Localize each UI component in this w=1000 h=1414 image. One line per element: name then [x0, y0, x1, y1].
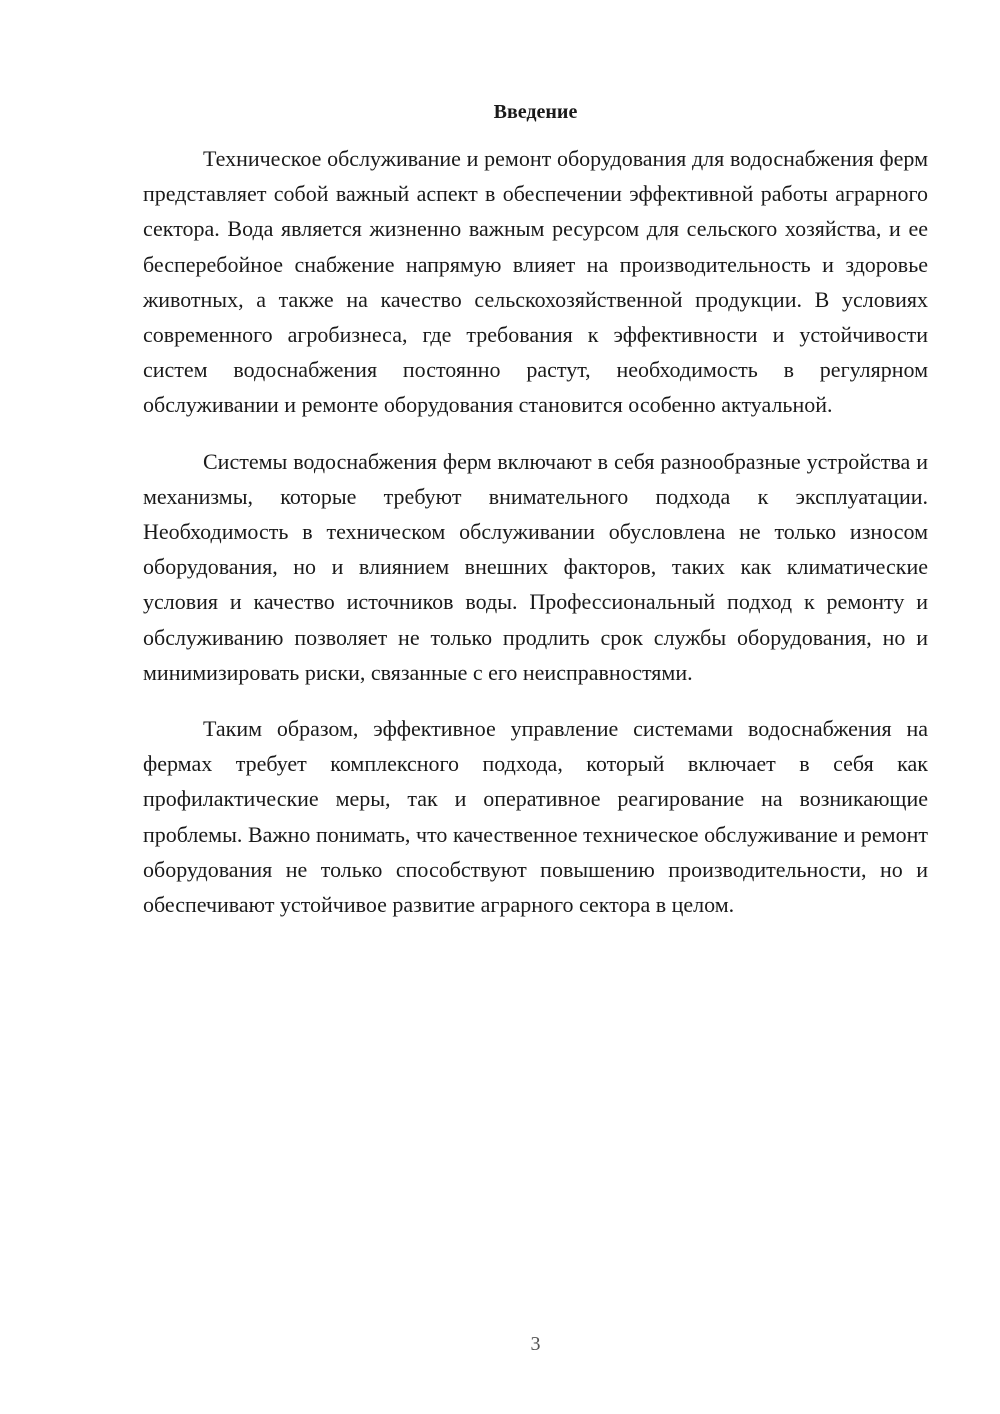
paragraph-1: Техническое обслуживание и ремонт оборудования для водоснабжения ферм представляет собой важный аспект в обеспечении эффективной работы аграрного сектора. Вода является жизненно важным ресурсом для сельского хозяйства, и ее бесперебойное снабжение напрямую влияет на производительность и здоровье животных, а также на качество сельскохозяйственной продукции. В условиях современного агробизнеса, где требования к эффективности и устойчивости систем водоснабжения постоянно растут, необходимость в регулярном обслуживании и ремонте оборудования становится особенно актуальной. [143, 146, 928, 418]
page-number: 3 [530, 1333, 541, 1355]
page-title: Введение [493, 101, 578, 123]
paragraph-2: Системы водоснабжения ферм включают в себя разнообразные устройства и механизмы, которые требуют внимательного подхода к эксплуатации. Необходимость в техническом обслуживании обусловлена не только износом оборудования, но и влиянием внешних факторов, таких как климатические условия и качество источников воды. Профессиональный подход к ремонту и обслуживанию позволяет не только продлить срок службы оборудования, но и минимизировать риски, связанные с его неисправностями. [143, 448, 928, 685]
paragraph-3: Таким образом, эффективное управление системами водоснабжения на фермах требует комплексного подхода, который включает в себя как профилактические меры, так и оперативное реагирование на возникающие проблемы. Важно понимать, что качественное техническое обслуживание и ремонт оборудования не только способствуют повышению производительности, но и обеспечивают устойчивое развитие аграрного сектора в целом. [143, 716, 928, 918]
body-text [143, 141, 928, 943]
